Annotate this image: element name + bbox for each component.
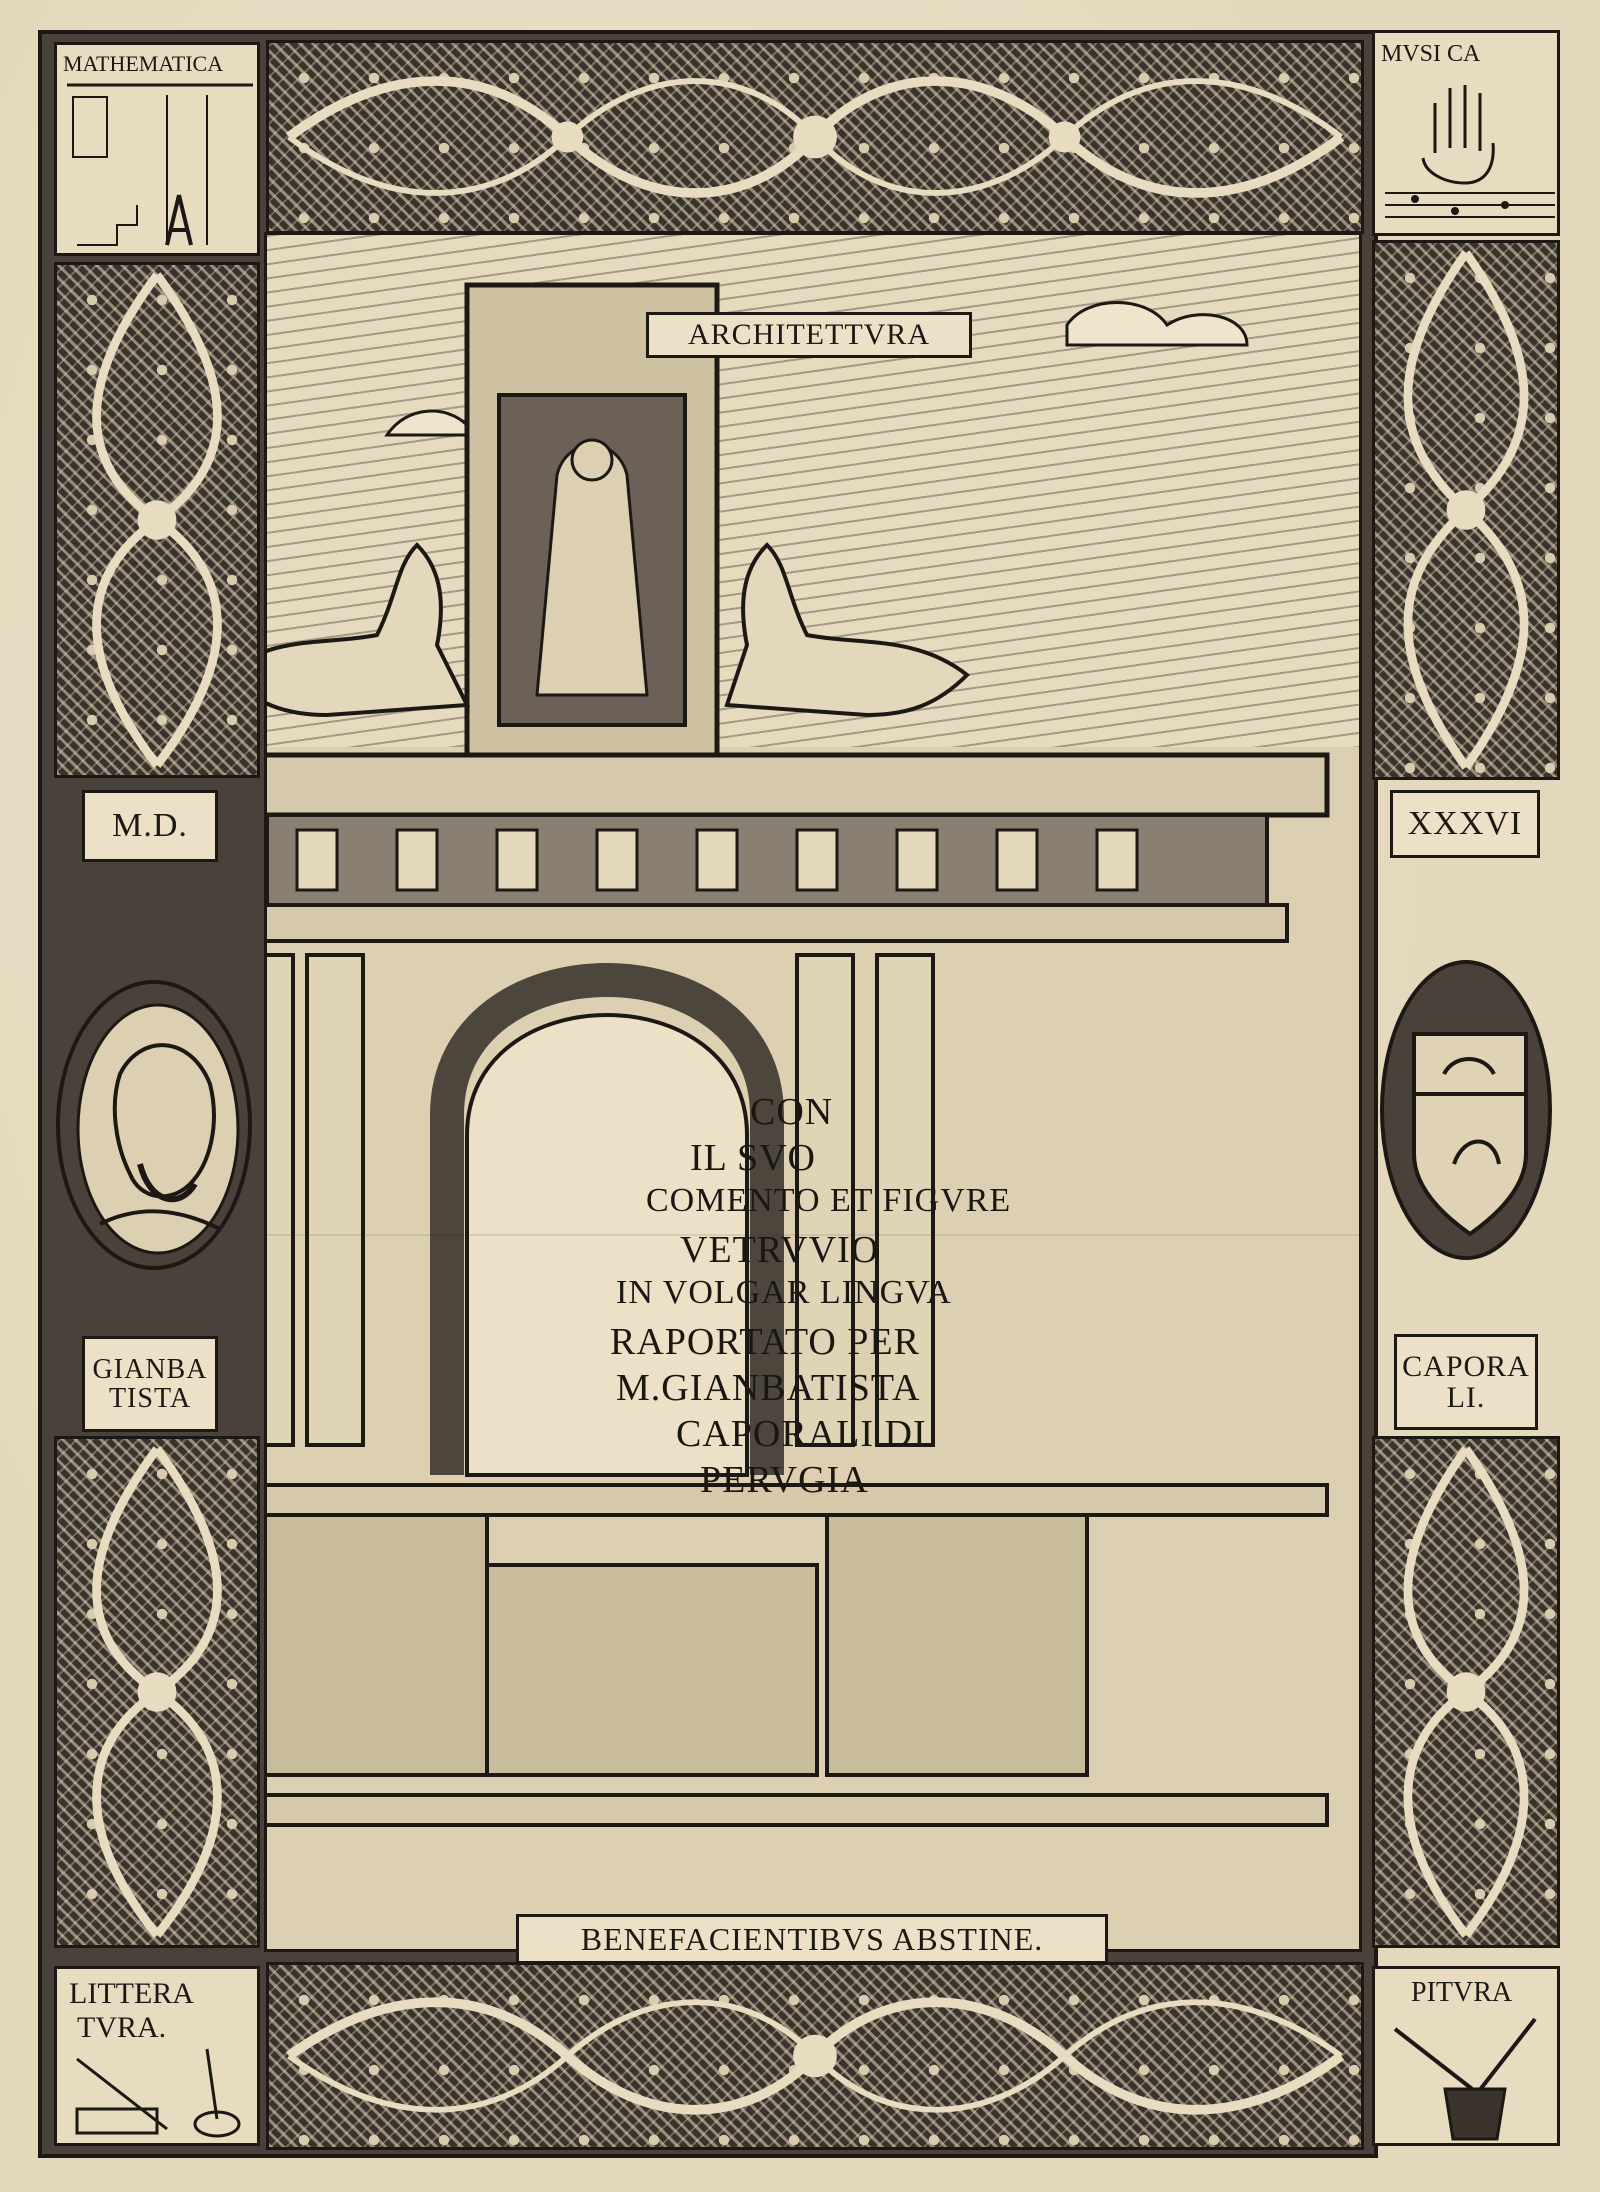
right-ornament-lower [1372,1436,1560,1948]
corner-mathematica [54,42,260,256]
architettura-cartouche [646,312,972,358]
name-right-line1: CAPORA [1402,1349,1530,1383]
name-right-line2: LI. [1446,1381,1486,1414]
year-label-right [1390,790,1540,858]
corner-label-mathematica: MATHEMATICA [63,51,224,76]
portrait-icon [60,984,256,1274]
title-line-9: PERVGIA [700,1459,869,1501]
corner-label-litteratura-2: TVRA. [77,2011,167,2044]
top-ornament-band [266,40,1364,234]
motto-text: BENEFACIENTIBVS ABSTINE. [580,1921,1044,1957]
right-ornament-upper [1372,240,1560,780]
musical-hand-icon [1375,33,1563,239]
title-line-2: IL SVO [690,1137,816,1179]
name-left-line2: TISTA [108,1383,192,1414]
name-label-right [1394,1334,1538,1430]
left-ornament-lower [54,1436,260,1948]
year-label-left [82,790,218,862]
year-left-text: M.D. [112,807,188,845]
coat-of-arms [1380,960,1552,1260]
lion-shield-icon [1384,964,1556,1264]
title-text-block [610,1090,1012,1610]
corner-label-litteratura-1: LITTERA [69,1977,194,2010]
left-ornament-upper [54,262,260,778]
title-line-6: RAPORTATO PER [610,1321,920,1363]
bottom-ornament-band [266,1962,1364,2150]
corner-musica [1372,30,1560,236]
name-label-left [82,1336,218,1432]
title-line-3: COMENTO ET FIGVRE [646,1182,1012,1219]
corner-label-pittura: PITVRA [1411,1977,1513,2008]
compass-icon [57,45,263,259]
corner-litteratura [54,1966,260,2146]
motto-banner [516,1914,1108,1964]
portrait-medallion [56,980,252,1270]
title-line-4: VETRVVIO [680,1229,880,1271]
title-line-5: IN VOLGAR LINGVA [616,1274,952,1311]
architettura-text: ARCHITETTVRA [688,318,930,351]
inkwell-quill-icon [57,1969,263,2149]
title-line-1: CON [750,1091,834,1133]
corner-label-musica: MVSI CA [1381,41,1481,67]
name-left-line1: GIANBA [92,1353,208,1385]
title-line-8: CAPORALI DI [676,1413,927,1455]
year-right-text: XXXVI [1407,805,1523,843]
corner-pittura [1372,1966,1560,2146]
title-line-7: M.GIANBATISTA [616,1367,921,1409]
paint-pot-icon [1375,1969,1563,2149]
